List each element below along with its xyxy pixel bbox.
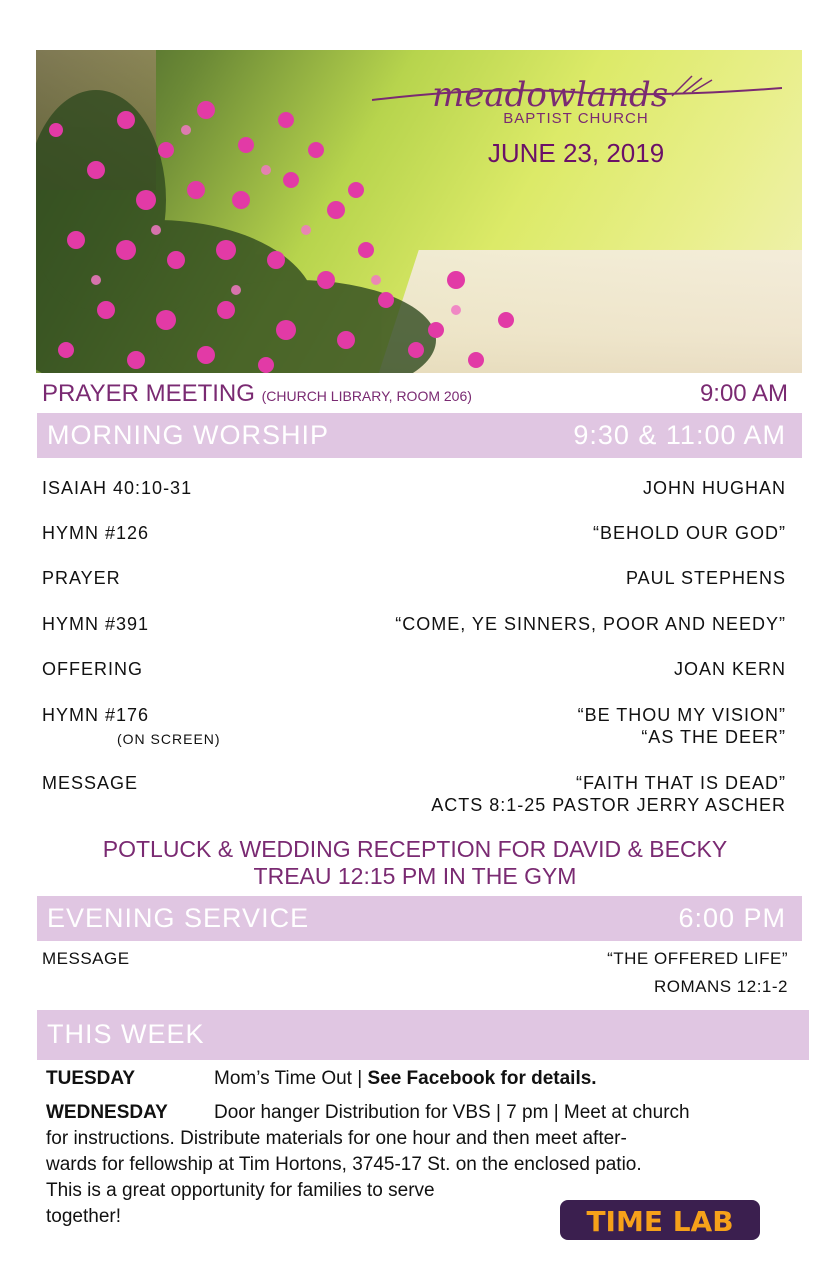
evening-message-label: MESSAGE [42, 949, 130, 968]
time-lab-logo-text: TIME LAB [586, 1205, 734, 1238]
morning-worship-times: 9:30 & 11:00 AM [573, 420, 786, 450]
service-item-right: JOAN KERN [673, 659, 786, 679]
service-item-right: “BEHOLD OUR GOD” [592, 523, 786, 543]
service-item [42, 614, 786, 635]
logo-subtitle: BAPTIST CHURCH [503, 110, 649, 127]
tuesday-bold-text: See Facebook for details. [367, 1068, 597, 1089]
evening-service-band [37, 896, 802, 941]
service-item-left: HYMN #391 [42, 614, 150, 634]
service-item-left: PRAYER [42, 568, 121, 588]
service-item-right: “FAITH THAT IS DEAD” [575, 773, 786, 793]
service-item-sub-right: “AS THE DEER” [641, 727, 786, 747]
prayer-meeting-row [42, 380, 788, 408]
evening-service-time: 6:00 PM [678, 903, 786, 933]
prayer-meeting-label: PRAYER MEETING [42, 380, 255, 407]
service-item-left: MESSAGE [42, 773, 139, 793]
evening-message-row [42, 949, 786, 969]
evening-service-title: EVENING SERVICE [47, 903, 310, 933]
service-item [42, 568, 786, 589]
prayer-meeting-location: (CHURCH LIBRARY, ROOM 206) [261, 388, 472, 404]
potluck-line-2: TREAU 12:15 PM IN THE GYM [253, 863, 577, 889]
service-item [42, 478, 786, 499]
tuesday-label: TUESDAY [46, 1068, 136, 1089]
service-item-right: JOHN HUGHAN [642, 478, 786, 498]
service-item [42, 523, 786, 544]
evening-message-title: “THE OFFERED LIFE” [607, 949, 788, 968]
logo-word-text: meadowlands [432, 75, 669, 115]
wednesday-line-1: Door hanger Distribution for VBS | 7 pm | Meet at church [214, 1102, 690, 1123]
service-item-left: OFFERING [42, 659, 143, 679]
tuesday-text: Mom’s Time Out | [214, 1068, 368, 1089]
morning-worship-title: MORNING WORSHIP [47, 420, 329, 450]
time-lab-logo [560, 1196, 760, 1244]
wednesday-line-2: for instructions. Distribute materials for one hour and then meet after- [46, 1128, 627, 1149]
potluck-announcement [40, 836, 790, 890]
service-item [42, 773, 786, 794]
evening-message-ref: ROMANS 12:1-2 [653, 977, 788, 996]
wednesday-label: WEDNESDAY [46, 1102, 168, 1123]
service-item-left: HYMN #176 [42, 705, 150, 725]
wednesday-line-5: together! [46, 1206, 121, 1227]
this-week-band [37, 1010, 809, 1060]
service-item-left: ISAIAH 40:10-31 [42, 478, 193, 498]
service-item-right: “COME, YE SINNERS, POOR AND NEEDY” [395, 614, 786, 634]
service-item [42, 659, 786, 680]
service-item-right: PAUL STEPHENS [625, 568, 786, 588]
morning-worship-band [37, 413, 802, 458]
prayer-meeting-time: 9:00 AM [699, 380, 788, 407]
service-item-sub-left: (ON SCREEN) [117, 731, 221, 747]
wednesday-line-4: This is a great opportunity for families to serve [46, 1180, 435, 1201]
potluck-line-1: POTLUCK & WEDDING RECEPTION FOR DAVID & BECKY [102, 836, 728, 862]
service-item-sub-right: ACTS 8:1-25 PASTOR JERRY ASCHER [431, 795, 786, 815]
wednesday-line-3: wards for fellowship at Tim Hortons, 3745-17 St. on the enclosed patio. [46, 1154, 642, 1175]
service-item-left: HYMN #126 [42, 523, 150, 543]
tuesday-entry [46, 1066, 597, 1092]
service-item-right: “BE THOU MY VISION” [577, 705, 786, 725]
service-item [42, 705, 786, 726]
this-week-title: THIS WEEK [47, 1019, 205, 1049]
bulletin-date: JUNE 23, 2019 [487, 138, 665, 168]
